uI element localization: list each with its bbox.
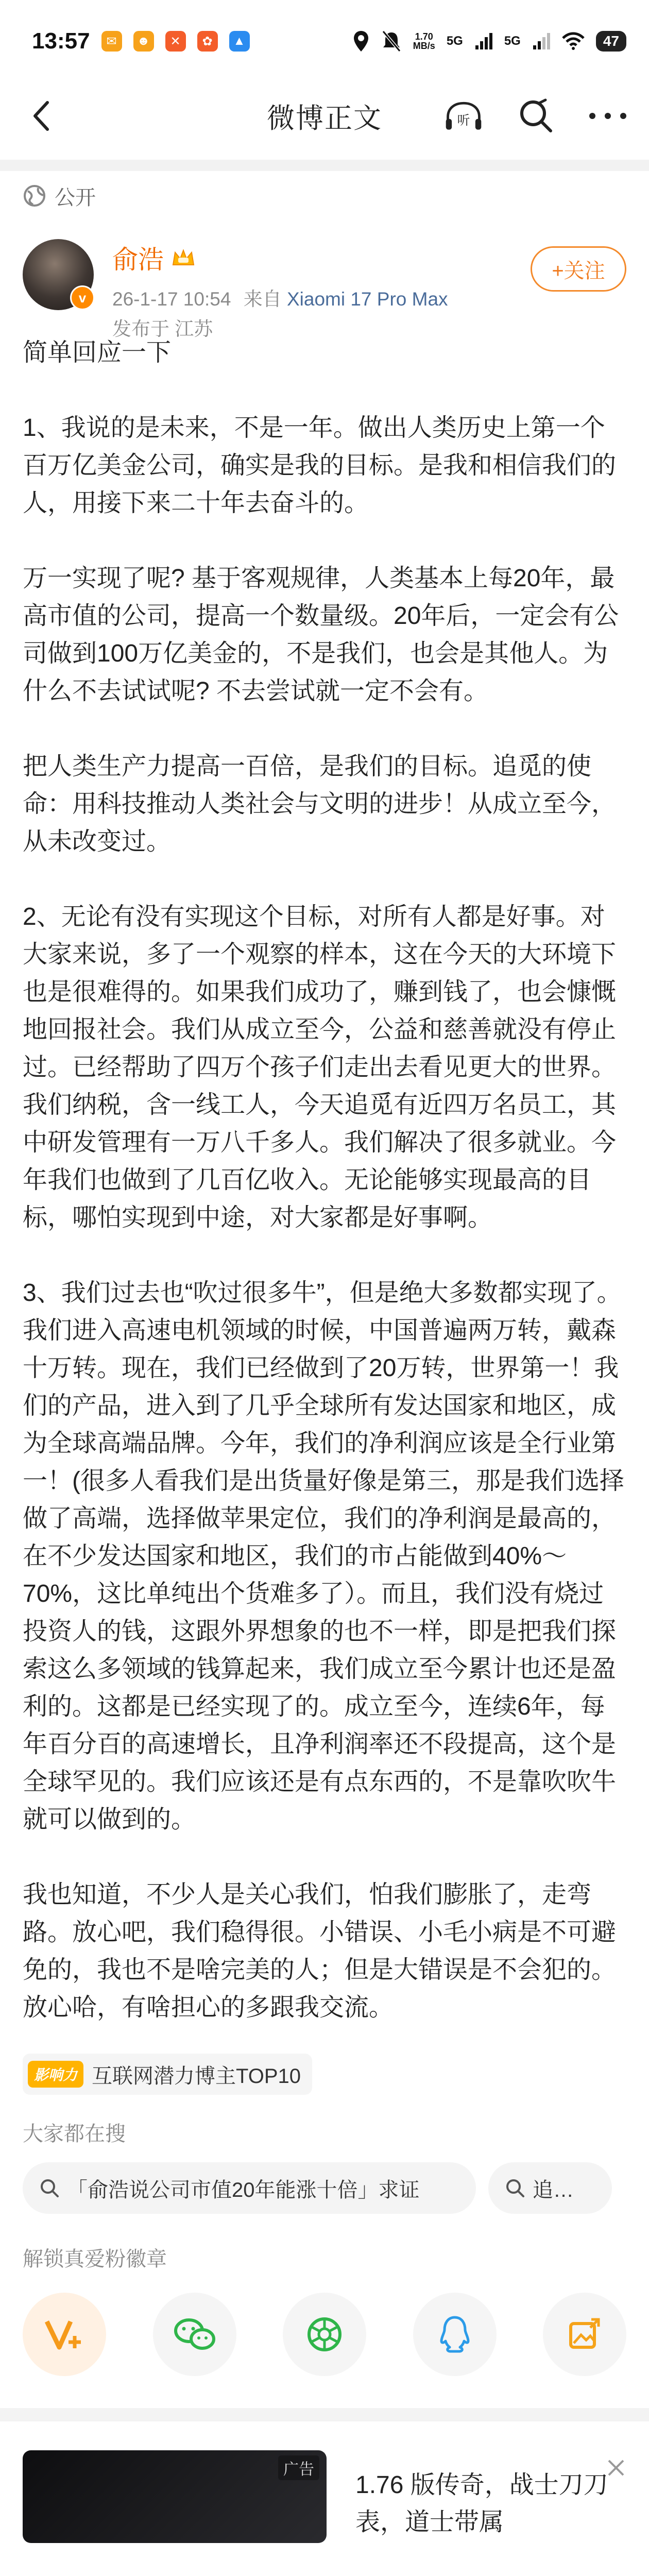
post-paragraph: 2、无论有没有实现这个目标，对所有人都是好事。对大家来说，多了一个观察的样本，这在今天的大环境下也是很难得的。如果我们成功了，赚到钱了，也会慷慨地回报社会。我们从成立至今，公益和慈善就没有停止过。已经帮助了四万个孩子们走出去看见更大的世界。我们纳税，含一线工人，今天追觅有近四万名员工，其中研发管理有一万八千多人。我们解决了很多就业。今年我们也做到了几百亿收入。无论能够实现最高的目标，哪怕实现到中途，对大家都是好事啊。 bbox=[23, 903, 617, 1231]
ad-label: 广告 bbox=[278, 2455, 319, 2480]
search-icon bbox=[505, 2178, 525, 2198]
search-suggestion-text: 追… bbox=[533, 2178, 574, 2201]
badges-row bbox=[0, 2272, 649, 2376]
search-button[interactable] bbox=[515, 95, 556, 137]
author-row bbox=[0, 221, 649, 340]
notification-app-icon: ✿ bbox=[197, 31, 218, 52]
divider bbox=[0, 160, 649, 171]
badge-image-share[interactable] bbox=[543, 2293, 626, 2376]
status-bar bbox=[0, 0, 649, 82]
notification-app-icon: ✕ bbox=[165, 31, 186, 52]
post-paragraph: 把人类生产力提高一百倍，是我们的目标。追觅的使命：用科技推动人类社会与文明的进步！从成立至今，从未改变过。 bbox=[23, 753, 617, 855]
svg-text:听: 听 bbox=[457, 113, 470, 128]
author-name[interactable]: 俞浩 bbox=[112, 245, 164, 274]
notification-app-icon: ▲ bbox=[229, 31, 250, 52]
nav-right bbox=[443, 95, 628, 137]
verified-badge: v bbox=[70, 285, 95, 310]
wechat-icon bbox=[173, 2316, 217, 2352]
nav-bar bbox=[0, 82, 649, 149]
mute-bell-icon bbox=[381, 30, 402, 52]
ad-card[interactable] bbox=[0, 2421, 649, 2553]
back-arrow-icon bbox=[31, 100, 52, 131]
crown-icon[interactable] bbox=[171, 247, 196, 268]
close-icon[interactable] bbox=[606, 2458, 626, 2478]
post-body bbox=[0, 318, 649, 2026]
divider bbox=[0, 2408, 649, 2421]
ad-thumbnail[interactable] bbox=[23, 2450, 327, 2543]
more-dots-icon bbox=[587, 111, 628, 121]
nav-left bbox=[21, 95, 62, 137]
follow-button[interactable]: +关注 bbox=[531, 246, 626, 292]
ad-text[interactable]: 1.76 版传奇，战士刀刀表，道士带属 bbox=[355, 2471, 608, 2536]
globe-icon bbox=[23, 184, 46, 208]
search-suggestion[interactable] bbox=[23, 2162, 476, 2214]
qq-icon bbox=[438, 2315, 471, 2353]
influence-label: 互联网潜力博主TOP10 bbox=[92, 2064, 301, 2088]
searching-row bbox=[0, 2147, 649, 2214]
author-info bbox=[112, 239, 448, 341]
post-meta bbox=[112, 283, 448, 311]
signal-bars-icon bbox=[532, 32, 551, 50]
back-button[interactable] bbox=[21, 95, 62, 137]
searching-label: 大家都在搜 bbox=[23, 2123, 126, 2145]
source-prefix: 来自 bbox=[243, 289, 282, 310]
status-right bbox=[352, 30, 626, 53]
badge-v-plus[interactable] bbox=[23, 2293, 106, 2376]
post-paragraph: 3、我们过去也“吹过很多牛”，但是绝大多数都实现了。我们进入高速电机领域的时候，中国普遍两万转，戴森十万转。现在，我们已经做到了20万转，世界第一！我们的产品，进入到了几乎全球所有发达国家和地区，成为全球高端品牌。今年，我们的净利润应该是全行业第一！(很多人看我们是出货量好像是第三，那是我们选择做了高端，选择做苹果定位，我们的净利润是最高的，在不少发达国家和地区，我们的市占能做到40%～70%，这比单纯出个货难多了）。而且，我们没有烧过投资人的钱，这跟外界想象的也不一样，即是把我们探索这么多领域的钱算起来，我们成立至今累计也还是盈利的。这都是已经实现了的。成立至今，连续6年，每年百分百的高速增长，且净利润率还不段提高，这个是全球罕见的。我们应该还是有点东西的，不是靠吹吹牛就可以做到的。 bbox=[23, 1279, 624, 1833]
post-location: 发布于 江苏 bbox=[112, 318, 213, 340]
v-plus-icon bbox=[44, 2316, 85, 2352]
post-time: 26-1-17 10:54 bbox=[112, 289, 231, 310]
headphones-icon bbox=[443, 99, 484, 132]
net-speed bbox=[413, 32, 435, 50]
search-icon bbox=[518, 98, 554, 134]
search-suggestion[interactable] bbox=[488, 2162, 612, 2214]
wifi-icon bbox=[562, 32, 585, 50]
visibility-label: 公开 bbox=[55, 186, 96, 209]
badge-moments[interactable] bbox=[283, 2293, 366, 2376]
net-speed-value: 1.70 bbox=[415, 31, 433, 42]
search-suggestion-text: 「俞浩说公司市值20年能涨十倍」求证 bbox=[67, 2178, 420, 2201]
author-name-line bbox=[112, 239, 448, 276]
badge-wechat[interactable] bbox=[153, 2293, 236, 2376]
moments-icon bbox=[305, 2315, 344, 2353]
post-paragraph: 简单回应一下 bbox=[23, 339, 172, 366]
signal-2: 5G bbox=[504, 34, 521, 48]
net-speed-unit: MB/s bbox=[413, 41, 435, 51]
signal-bars-icon bbox=[474, 32, 493, 50]
influence-tag[interactable] bbox=[23, 2054, 312, 2095]
notification-app-icon: ☻ bbox=[133, 31, 154, 52]
page-title: 微博正文 bbox=[267, 103, 382, 134]
influence-badge: 影响力 bbox=[28, 2061, 83, 2088]
image-share-icon bbox=[567, 2316, 603, 2352]
post-paragraph: 万一实现了呢? 基于客观规律，人类基本上每20年，最高市值的公司，提高一个数量级。20年后，一定会有公司做到100万亿美金的，不是我们，也会是其他人。为什么不去试试呢? 不去尝试就一定不会有。 bbox=[23, 565, 619, 705]
post-paragraph: 1、我说的是未来，不是一年。做出人类历史上第一个百万亿美金公司，确实是我的目标。是我和相信我们的人，用接下来二十年去奋斗的。 bbox=[23, 414, 617, 517]
badge-qq[interactable] bbox=[413, 2293, 497, 2376]
location-icon bbox=[352, 30, 370, 53]
status-left bbox=[32, 28, 250, 54]
post-paragraph: 我也知道，不少人是关心我们，怕我们膨胀了，走弯路。放心吧，我们稳得很。小错误、小毛小病是不可避免的，我也不是啥完美的人；但是大错误是不会犯的。放心哈，有啥担心的多跟我交流。 bbox=[23, 1881, 617, 2021]
battery-indicator: 47 bbox=[596, 31, 626, 52]
source-device[interactable]: Xiaomi 17 Pro Max bbox=[286, 289, 448, 310]
badges-label: 解锁真爱粉徽章 bbox=[23, 2248, 167, 2270]
signal-1: 5G bbox=[446, 34, 463, 48]
avatar[interactable] bbox=[23, 239, 94, 310]
visibility-row bbox=[0, 171, 649, 221]
notification-app-icon: ✉ bbox=[101, 31, 122, 52]
search-icon bbox=[39, 2178, 60, 2198]
listen-button[interactable] bbox=[443, 95, 484, 137]
status-time: 13:57 bbox=[32, 28, 90, 54]
more-button[interactable] bbox=[587, 95, 628, 137]
